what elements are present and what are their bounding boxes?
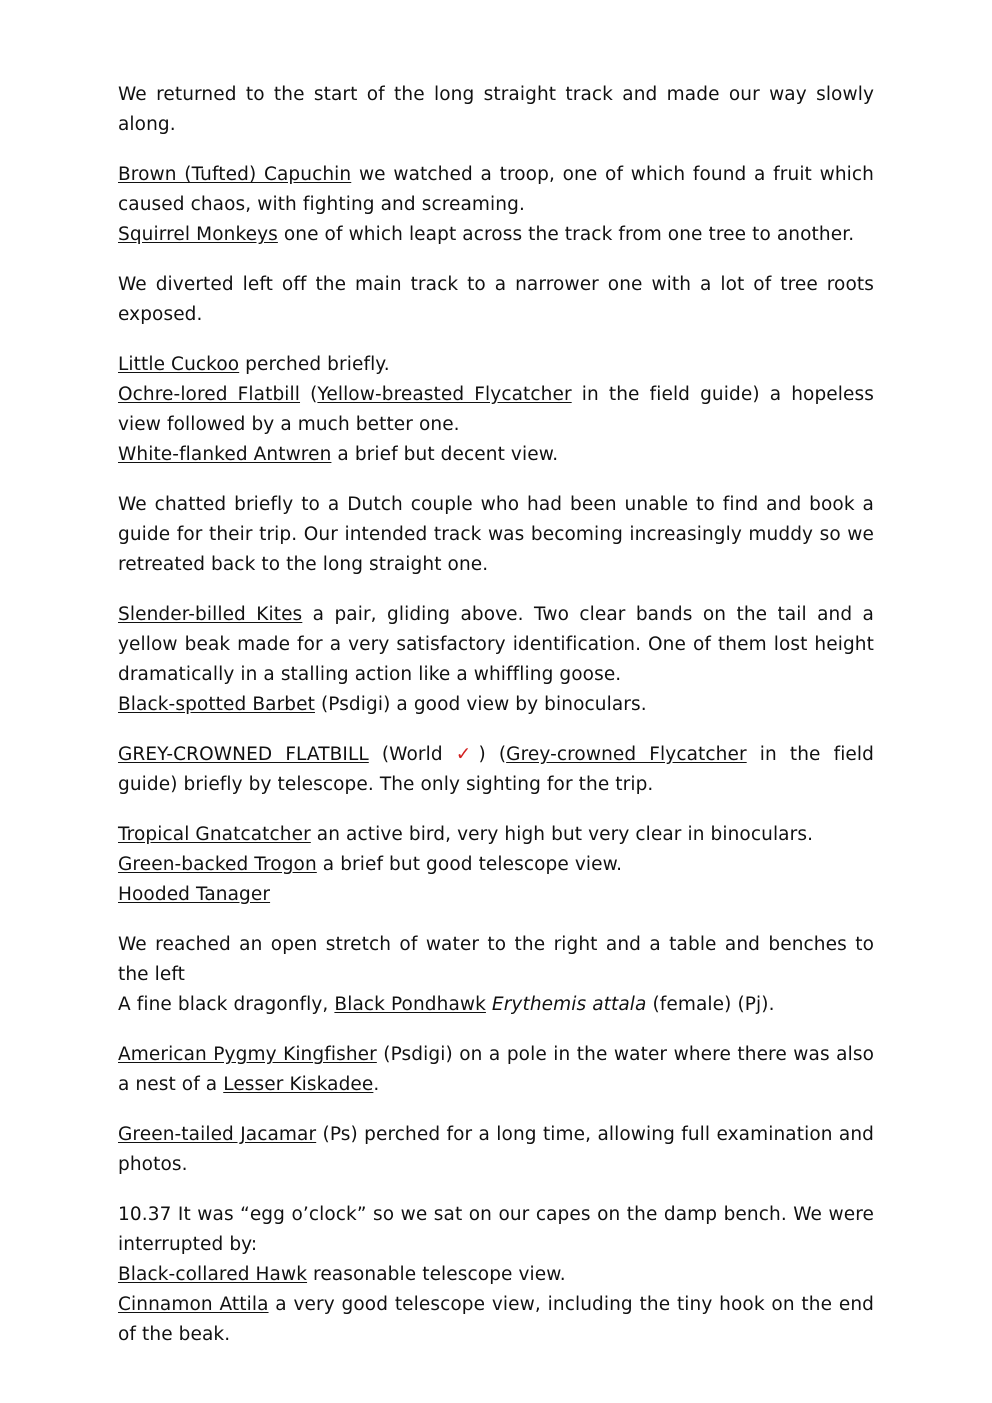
text-line	[118, 80, 874, 140]
text-run: We diverted left off the main track to a narrower one with a lot of tree roots exposed.	[118, 274, 874, 325]
text-run: (Ps) perched for a long time, allowing full examination and photos.	[118, 1124, 875, 1175]
species-name: Lesser Kiskadee	[223, 1074, 374, 1095]
species-name: Black-collared Hawk	[118, 1264, 308, 1285]
paragraph	[118, 350, 874, 470]
species-name: Cinnamon Attila	[118, 1294, 269, 1315]
species-name: Squirrel Monkeys	[118, 224, 278, 245]
text-run: (Psdigi) a good view by binoculars.	[314, 694, 647, 715]
text-run: We returned to the start of the long straight track and made our way slowly along.	[118, 84, 874, 135]
paragraph	[118, 160, 874, 250]
text-line	[118, 1290, 874, 1350]
paragraph	[118, 80, 874, 140]
paragraph	[118, 930, 874, 1020]
text-run: ) (	[478, 744, 507, 765]
text-run: an active bird, very high but very clear in binoculars.	[310, 824, 814, 845]
text-run: We chatted briefly to a Dutch couple who had been unable to find and book a guide for their trip. Our intended track was becoming increasingly muddy so we retreated back to the long straight one.	[118, 494, 874, 575]
paragraph	[118, 820, 874, 910]
text-run: .	[373, 1074, 380, 1095]
paragraph	[118, 1120, 874, 1180]
text-line	[118, 1120, 874, 1180]
text-line	[118, 690, 874, 720]
paragraph	[118, 740, 874, 800]
text-line	[118, 930, 874, 990]
text-line	[118, 740, 874, 800]
document-page	[118, 80, 874, 1370]
paragraph	[118, 1040, 874, 1100]
text-line	[118, 880, 874, 910]
text-run: we watched a troop, one of which found a fruit which caused chaos, with fighting and screaming.	[118, 164, 874, 215]
text-line	[118, 440, 874, 470]
species-name: GREY-CROWNED FLATBILL	[118, 744, 369, 765]
text-run: (World	[368, 744, 456, 765]
text-line	[118, 820, 874, 850]
text-line	[118, 1040, 874, 1100]
species-name: Black Pondhawk	[334, 994, 486, 1015]
text-run: one of which leapt across the track from one tree to another.	[277, 224, 855, 245]
text-line	[118, 380, 874, 440]
text-run: (	[300, 384, 318, 405]
species-name: White-flanked Antwren	[118, 444, 332, 465]
text-line	[118, 600, 874, 690]
text-run: 10.37 It was “egg o’clock” so we sat on our capes on the damp bench. We were interrupted by:	[118, 1204, 874, 1255]
text-run: a brief but decent view.	[331, 444, 559, 465]
text-line	[118, 1200, 874, 1260]
paragraph	[118, 270, 874, 330]
species-name: Yellow-breasted Flycatcher	[317, 384, 572, 405]
scientific-name: Erythemis attala	[491, 994, 647, 1015]
text-run: A fine black dragonfly,	[118, 994, 335, 1015]
text-line	[118, 990, 874, 1020]
paragraph	[118, 600, 874, 720]
species-name: Ochre-lored Flatbill	[118, 384, 301, 405]
text-run: We reached an open stretch of water to the right and a table and benches to the left	[118, 934, 874, 985]
text-line	[118, 350, 874, 380]
species-name: Hooded Tanager	[118, 884, 271, 905]
text-run: a pair, gliding above. Two clear bands on the tail and a yellow beak made for a very satisfactory identification. One of them lost height dramatically in a stalling action like a whiffling goose.	[118, 604, 874, 685]
species-name: Black-spotted Barbet	[118, 694, 315, 715]
text-run: in the field guide) briefly by telescope. The only sighting for the trip.	[118, 744, 874, 795]
species-name: Slender-billed Kites	[118, 604, 303, 625]
text-line	[118, 1260, 874, 1290]
paragraph	[118, 490, 874, 580]
text-run: in the field guide) a hopeless view followed by a much better one.	[118, 384, 874, 435]
species-name: Green-backed Trogon	[118, 854, 317, 875]
text-run: a brief but good telescope view.	[316, 854, 623, 875]
text-run: a very good telescope view, including the tiny hook on the end of the beak.	[118, 1294, 874, 1345]
text-run: (female) (Pj).	[646, 994, 775, 1015]
species-name: Brown (Tufted) Capuchin	[118, 164, 352, 185]
species-name: Tropical Gnatcatcher	[118, 824, 311, 845]
text-line	[118, 270, 874, 330]
species-name: American Pygmy Kingfisher	[118, 1044, 377, 1065]
tick-icon: ✓	[455, 744, 479, 765]
text-run: (Psdigi) on a pole in the water where there was also a nest of a	[118, 1044, 874, 1095]
species-name: Grey-crowned Flycatcher	[506, 744, 747, 765]
text-run: perched briefly.	[239, 354, 390, 375]
text-run: reasonable telescope view.	[307, 1264, 566, 1285]
species-name: Green-tailed Jacamar	[118, 1124, 317, 1145]
text-line	[118, 160, 874, 220]
text-line	[118, 490, 874, 580]
text-line	[118, 850, 874, 880]
species-name: Little Cuckoo	[118, 354, 240, 375]
text-line	[118, 220, 874, 250]
paragraph	[118, 1200, 874, 1350]
